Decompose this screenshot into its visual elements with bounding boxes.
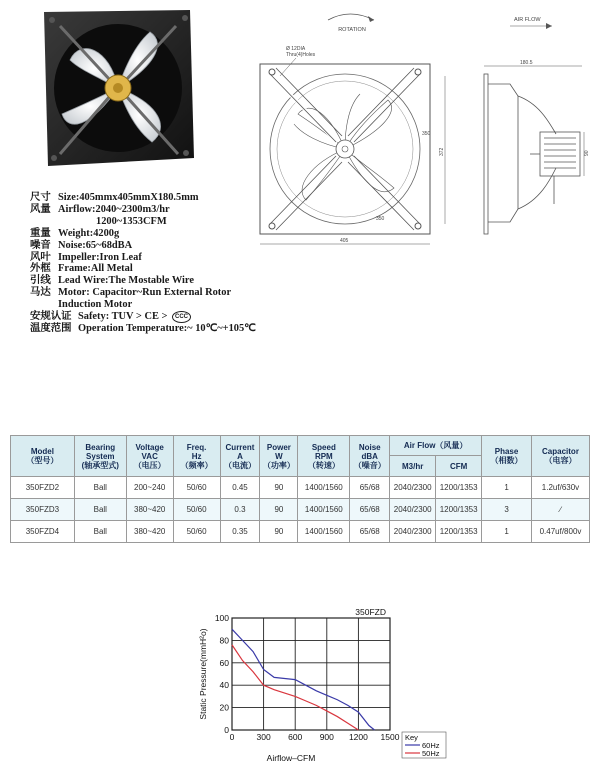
cell-speed: 1400/1560 [298,477,350,499]
cell-voltage: 200~240 [126,477,173,499]
plot-area [232,618,390,730]
cell-power: 90 [260,521,298,543]
spec-value: Noise:65~68dBA [58,239,133,251]
table-row [11,521,590,543]
cell-freq: 50/60 [173,477,220,499]
chart-title: 350FZD [355,607,386,617]
col-freq: Freq. Hz （频率） [173,436,220,477]
col-capacitor: Capacitor （电容） [531,436,589,477]
dim-side-90: 90 [584,150,590,156]
cell-capacitor: 0.47uf/800v [531,521,589,543]
product-photo [40,8,196,170]
cell-power: 90 [260,499,298,521]
y-tick-label: 40 [219,680,229,691]
spec-list [30,192,330,335]
col-noise: Noise dBA （噪音） [350,436,390,477]
col-airflow: Air Flow（风量） [390,436,482,456]
spec-label-cn: 噪音 [30,239,51,251]
holes-label-2: Thru(4)Holes [286,52,316,58]
spec-row [30,323,330,335]
cell-phase: 3 [482,499,532,521]
ccc-cert-icon: CCC [172,311,191,323]
x-tick-label: 900 [319,732,334,742]
cell-power: 90 [260,477,298,499]
side-view-drawing [470,4,592,254]
airflow-label: AIR FLOW [514,17,541,23]
cell-m3hr: 2040/2300 [390,499,436,521]
col-bearing: Bearing System (轴承型式) [74,436,126,477]
dim-height: 372 [439,147,445,156]
cell-noise: 65/68 [350,477,390,499]
y-axis-label: Static Pressure(mmH²o) [198,628,208,720]
holes-label-1: Ø 12DIA [286,46,306,52]
cell-m3hr: 2040/2300 [390,477,436,499]
cell-cfm: 1200/1353 [436,521,482,543]
cell-freq: 50/60 [173,499,220,521]
spec-row [30,204,330,216]
spec-value: Frame:All Metal [58,263,133,275]
col-speed: Speed RPM （转速） [298,436,350,477]
spec-value-continued: 1200~1353CFM [96,215,167,227]
x-tick-label: 600 [288,732,303,742]
cell-capacitor: 1.2uf/630v [531,477,589,499]
cell-freq: 50/60 [173,521,220,543]
cell-phase: 1 [482,521,532,543]
spec-value: Size:405mmx405mmX180.5mm [58,192,199,203]
cell-current: 0.45 [220,477,260,499]
y-tick-label: 60 [219,657,229,668]
spec-value: Impeller:Iron Leaf [58,251,142,263]
y-tick-label: 20 [219,702,229,713]
spec-label-cn: 风量 [30,203,51,215]
cell-model: 350FZD2 [11,477,75,499]
cell-current: 0.35 [220,521,260,543]
cell-capacitor: ∕ [531,499,589,521]
cell-bearing: Ball [74,499,126,521]
spec-row [30,252,330,264]
spec-row [30,275,330,287]
x-axis-label: Airflow–CFM [266,753,316,763]
spec-value-continued: Induction Motor [58,299,133,311]
spec-value: Operation Temperature:~ 10℃~+105℃ [78,323,256,335]
cell-model: 350FZD3 [11,499,75,521]
col-power: Power W （功率） [260,436,298,477]
y-tick-label: 80 [219,635,229,646]
y-tick-label: 0 [224,725,229,735]
x-tick-label: 1200 [348,732,368,742]
x-tick-label: 1500 [380,732,400,742]
y-tick-label: 100 [214,613,229,623]
x-tick-label: 300 [256,732,271,742]
dim-350-a: 350 [422,131,431,137]
cell-model: 350FZD4 [11,521,75,543]
spec-row [30,263,330,275]
cell-noise: 65/68 [350,521,390,543]
rotation-arrow-icon [328,14,374,20]
spec-value: Airflow:2040~2300m3/hr [58,203,170,215]
spec-table [10,435,590,543]
table-row [11,477,590,499]
col-m3hr: M3/hr [390,456,436,477]
cell-bearing: Ball [74,477,126,499]
cell-cfm: 1200/1353 [436,477,482,499]
col-cfm: CFM [436,456,482,477]
rotation-label: ROTATION [338,27,366,33]
spec-row [30,228,330,240]
spec-value: Weight:4200g [58,227,120,239]
dim-width: 405 [340,238,349,244]
table-row [11,499,590,521]
spec-row [30,240,330,252]
spec-row [30,311,330,323]
spec-value: Safety: TUV > CE > [78,311,170,323]
cell-bearing: Ball [74,521,126,543]
spec-label-cn: 温度范围 [30,323,72,335]
cell-cfm: 1200/1353 [436,499,482,521]
spec-row [30,287,330,299]
legend-entry: 50Hz [422,749,440,758]
spec-label-cn: 马达 [30,287,51,299]
x-tick-label: 0 [229,732,235,742]
dim-depth: 180.5 [520,60,533,66]
spec-value: Lead Wire:The Mostable Wire [58,275,194,287]
spec-label-cn: 引线 [30,275,51,287]
cell-voltage: 380~420 [126,521,173,543]
col-voltage: Voltage VAC （电压） [126,436,173,477]
spec-row [30,192,330,204]
cell-m3hr: 2040/2300 [390,521,436,543]
cell-voltage: 380~420 [126,499,173,521]
dim-350-b: 350 [376,216,385,222]
performance-chart [190,604,480,779]
spec-label-cn: 重量 [30,227,51,239]
cell-noise: 65/68 [350,499,390,521]
spec-label-cn: 风叶 [30,251,51,263]
cell-phase: 1 [482,477,532,499]
col-phase: Phase （相数） [482,436,532,477]
legend-title: Key [405,733,418,742]
legend-entry: 60Hz [422,741,440,750]
spec-label-cn: 安规认证 [30,311,72,323]
cell-speed: 1400/1560 [298,521,350,543]
col-model: Model （型号） [11,436,75,477]
cell-speed: 1400/1560 [298,499,350,521]
spec-value: Motor: Capacitor~Run External Rotor [58,287,232,299]
col-current: Current A （电流） [220,436,260,477]
cell-current: 0.3 [220,499,260,521]
spec-label-cn: 尺寸 [30,192,51,203]
spec-label-cn: 外框 [30,263,51,275]
